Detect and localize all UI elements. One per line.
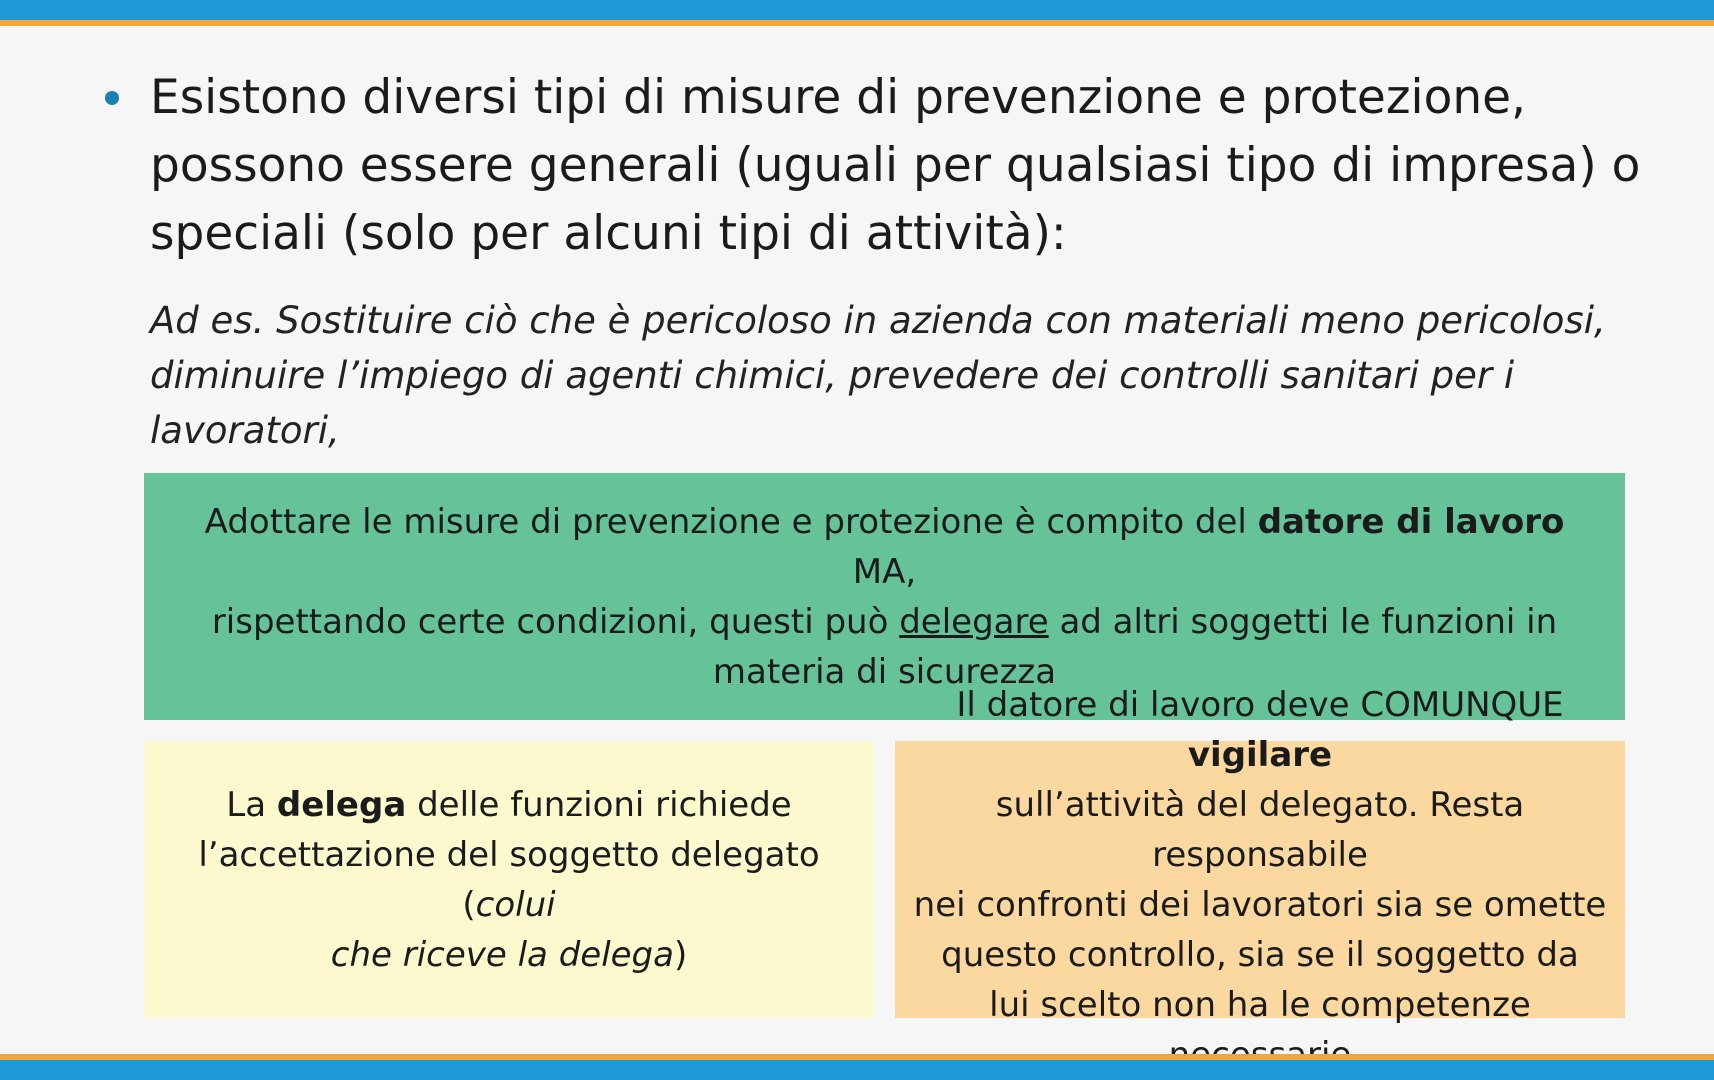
bullet-line: speciali (solo per alcuni tipi di attività):	[150, 206, 1067, 261]
employer-term: datore di lavoro	[1257, 501, 1565, 542]
text-segment: delle funzioni richiede	[406, 784, 792, 825]
text-segment: rispettando certe condizioni, questi può	[211, 601, 900, 642]
text-segment: La	[226, 784, 277, 825]
text-segment: MA,	[852, 551, 917, 592]
supervision-text	[899, 680, 1621, 1080]
example-line: diminuire l’impiego di agenti chimici, prevedere dei controlli sanitari per i lavoratori,	[150, 354, 1515, 452]
text-segment: Il datore di lavoro deve COMUNQUE	[956, 684, 1564, 725]
text-segment: )	[673, 934, 688, 975]
bullet-line: possono essere generali (uguali per qualsiasi tipo di impresa) o	[150, 138, 1641, 193]
text-segment: questo controllo, sia se il soggetto da	[941, 934, 1579, 975]
text-segment: materia di sicurezza	[712, 651, 1057, 692]
supervise-term: vigilare	[1187, 734, 1333, 775]
text-segment: Adottare le misure di prevenzione e protezione è compito del	[204, 501, 1258, 542]
example-line: Ad es. Sostituire ciò che è pericoloso in azienda con materiali meno pericolosi,	[150, 299, 1606, 342]
text-segment: sull’attività del delegato. Resta responsabile	[995, 784, 1525, 875]
bullet-icon	[105, 91, 119, 105]
delegate-term: delegare	[899, 601, 1049, 642]
supervision-box	[895, 684, 1625, 1025]
text-segment: nei confronti dei lavoratori sia se omette	[913, 884, 1607, 925]
text-segment: lui scelto non ha le competenze	[989, 984, 1531, 1025]
delegation-box	[144, 741, 874, 1018]
bottom-accent-bar	[0, 1054, 1714, 1080]
top-accent-bar	[0, 0, 1714, 26]
text-segment: l’accettazione del soggetto delegato (	[198, 834, 820, 925]
italic-segment: colui	[475, 884, 556, 925]
bullet-line: Esistono diversi tipi di misure di prevenzione e protezione,	[150, 70, 1526, 125]
italic-segment: che riceve la delega	[330, 934, 674, 975]
delegation-term: delega	[276, 784, 407, 825]
text-segment: ad altri soggetti le funzioni in	[1048, 601, 1558, 642]
bullet-paragraph	[150, 64, 1650, 268]
employer-duty-text	[174, 497, 1595, 697]
delegation-text	[158, 780, 860, 980]
